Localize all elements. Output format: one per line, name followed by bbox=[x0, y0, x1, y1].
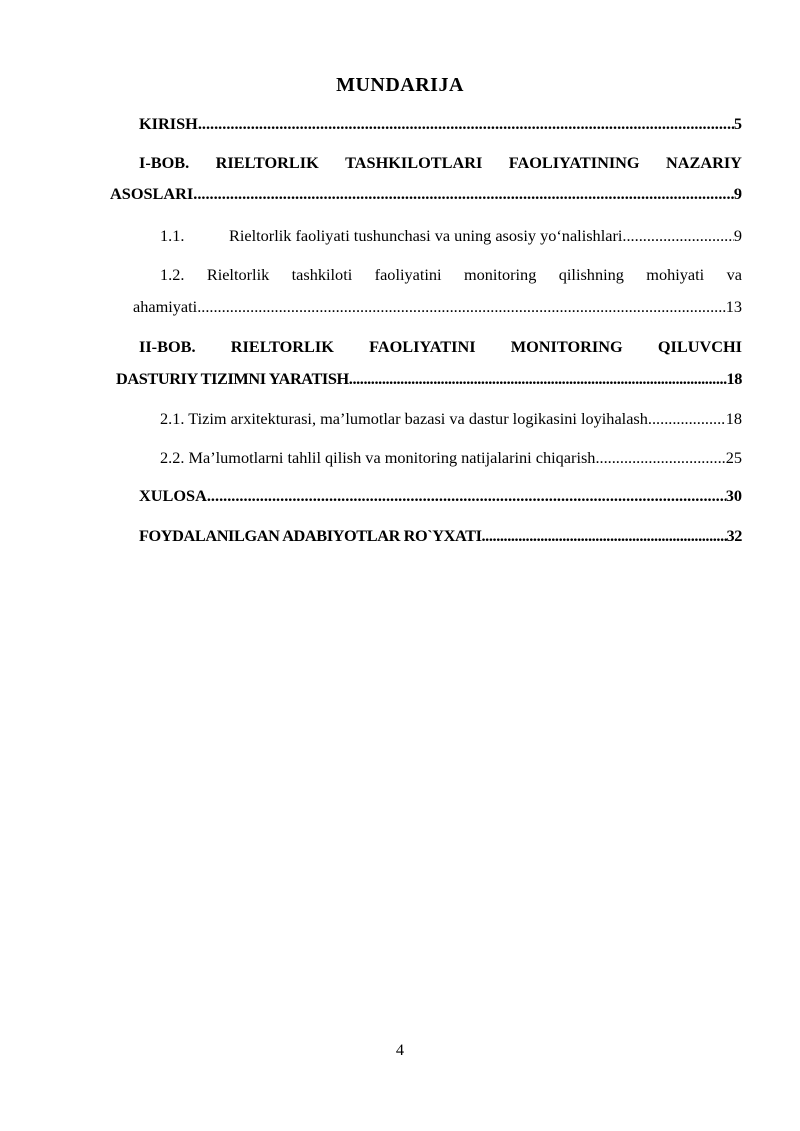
toc-entry-page: 30 bbox=[725, 486, 742, 505]
toc-entry-page: 13 bbox=[725, 297, 742, 316]
toc-entry-bob1-line2[interactable] bbox=[110, 184, 742, 204]
toc-entry-number: 1.1. bbox=[160, 226, 185, 245]
toc-entry-page: 18 bbox=[725, 409, 742, 428]
toc-word: tashkiloti bbox=[291, 265, 353, 284]
toc-word: RIELTORLIK bbox=[215, 153, 319, 172]
toc-leader-dots bbox=[349, 369, 727, 389]
toc-leader-dots bbox=[482, 526, 727, 546]
toc-entry-label: ASOSLARI bbox=[110, 184, 194, 203]
toc-entry-kirish[interactable] bbox=[139, 114, 742, 134]
toc-word: NAZARIY bbox=[665, 153, 742, 172]
toc-entry-label: 2.1. Tizim arxitekturasi, ma’lumotlar bazasi va dastur logikasini loyihalash bbox=[160, 409, 648, 428]
toc-leader-dots bbox=[648, 409, 726, 429]
toc-entry-bob2-line1[interactable] bbox=[139, 337, 742, 357]
toc-word: MONITORING bbox=[510, 337, 623, 356]
toc-entry-1-1[interactable] bbox=[160, 226, 742, 246]
toc-entry-label: FOYDALANILGAN ADABIYOTLAR RO`YXATI bbox=[139, 526, 482, 545]
toc-word: 1.2. bbox=[160, 265, 185, 284]
toc-entry-label: Rieltorlik faoliyati tushunchasi va uning asosiy yo‘nalishlari bbox=[229, 226, 623, 245]
toc-entry-2-1[interactable] bbox=[160, 409, 742, 429]
toc-entry-label: 2.2. Ma’lumotlarni tahlil qilish va monitoring natijalarini chiqarish bbox=[160, 448, 596, 467]
toc-leader-dots bbox=[622, 226, 733, 246]
toc-word: faoliyatini bbox=[374, 265, 442, 284]
toc-word: qilishning bbox=[558, 265, 624, 284]
toc-entry-page: 18 bbox=[726, 369, 742, 388]
toc-entry-1-2-line2[interactable] bbox=[133, 297, 742, 317]
toc-entry-1-2-line1[interactable] bbox=[160, 265, 742, 285]
toc-entry-bob1-line1[interactable] bbox=[139, 153, 742, 173]
toc-entry-page: 9 bbox=[733, 226, 742, 245]
toc-leader-dots bbox=[207, 486, 726, 506]
toc-entry-label: KIRISH bbox=[139, 114, 198, 133]
toc-entry-label: XULOSA bbox=[139, 486, 207, 505]
toc-leader-dots bbox=[198, 114, 734, 134]
toc-entry-label: ahamiyati bbox=[133, 297, 198, 316]
toc-word: va bbox=[726, 265, 742, 284]
toc-entry-label: DASTURIY TIZIMNI YARATISH bbox=[116, 369, 349, 388]
toc-title: MUNDARIJA bbox=[336, 74, 464, 96]
toc-leader-dots bbox=[197, 297, 726, 317]
toc-entry-bob2-line2[interactable] bbox=[116, 369, 742, 389]
toc-entry-page: 5 bbox=[733, 114, 742, 133]
toc-word: FAOLIYATINING bbox=[508, 153, 640, 172]
toc-entry-page: 32 bbox=[726, 526, 742, 545]
page-number: 4 bbox=[395, 1040, 405, 1059]
toc-entry-2-2[interactable] bbox=[160, 448, 742, 468]
toc-leader-dots bbox=[595, 448, 725, 468]
toc-leader-dots bbox=[193, 184, 734, 204]
toc-word: FAOLIYATINI bbox=[369, 337, 476, 356]
toc-word: I-BOB. bbox=[139, 153, 190, 172]
toc-word: TASHKILOTLARI bbox=[345, 153, 483, 172]
toc-entry-page: 9 bbox=[733, 184, 742, 203]
toc-word: II-BOB. bbox=[139, 337, 196, 356]
toc-entry-adabiyotlar[interactable] bbox=[139, 526, 742, 546]
toc-word: Rieltorlik bbox=[206, 265, 270, 284]
toc-word: RIELTORLIK bbox=[230, 337, 334, 356]
toc-entry-page: 25 bbox=[725, 448, 742, 467]
toc-word: QILUVCHI bbox=[657, 337, 742, 356]
toc-word: mohiyati bbox=[646, 265, 705, 284]
toc-entry-xulosa[interactable] bbox=[139, 486, 742, 506]
toc-word: monitoring bbox=[463, 265, 537, 284]
